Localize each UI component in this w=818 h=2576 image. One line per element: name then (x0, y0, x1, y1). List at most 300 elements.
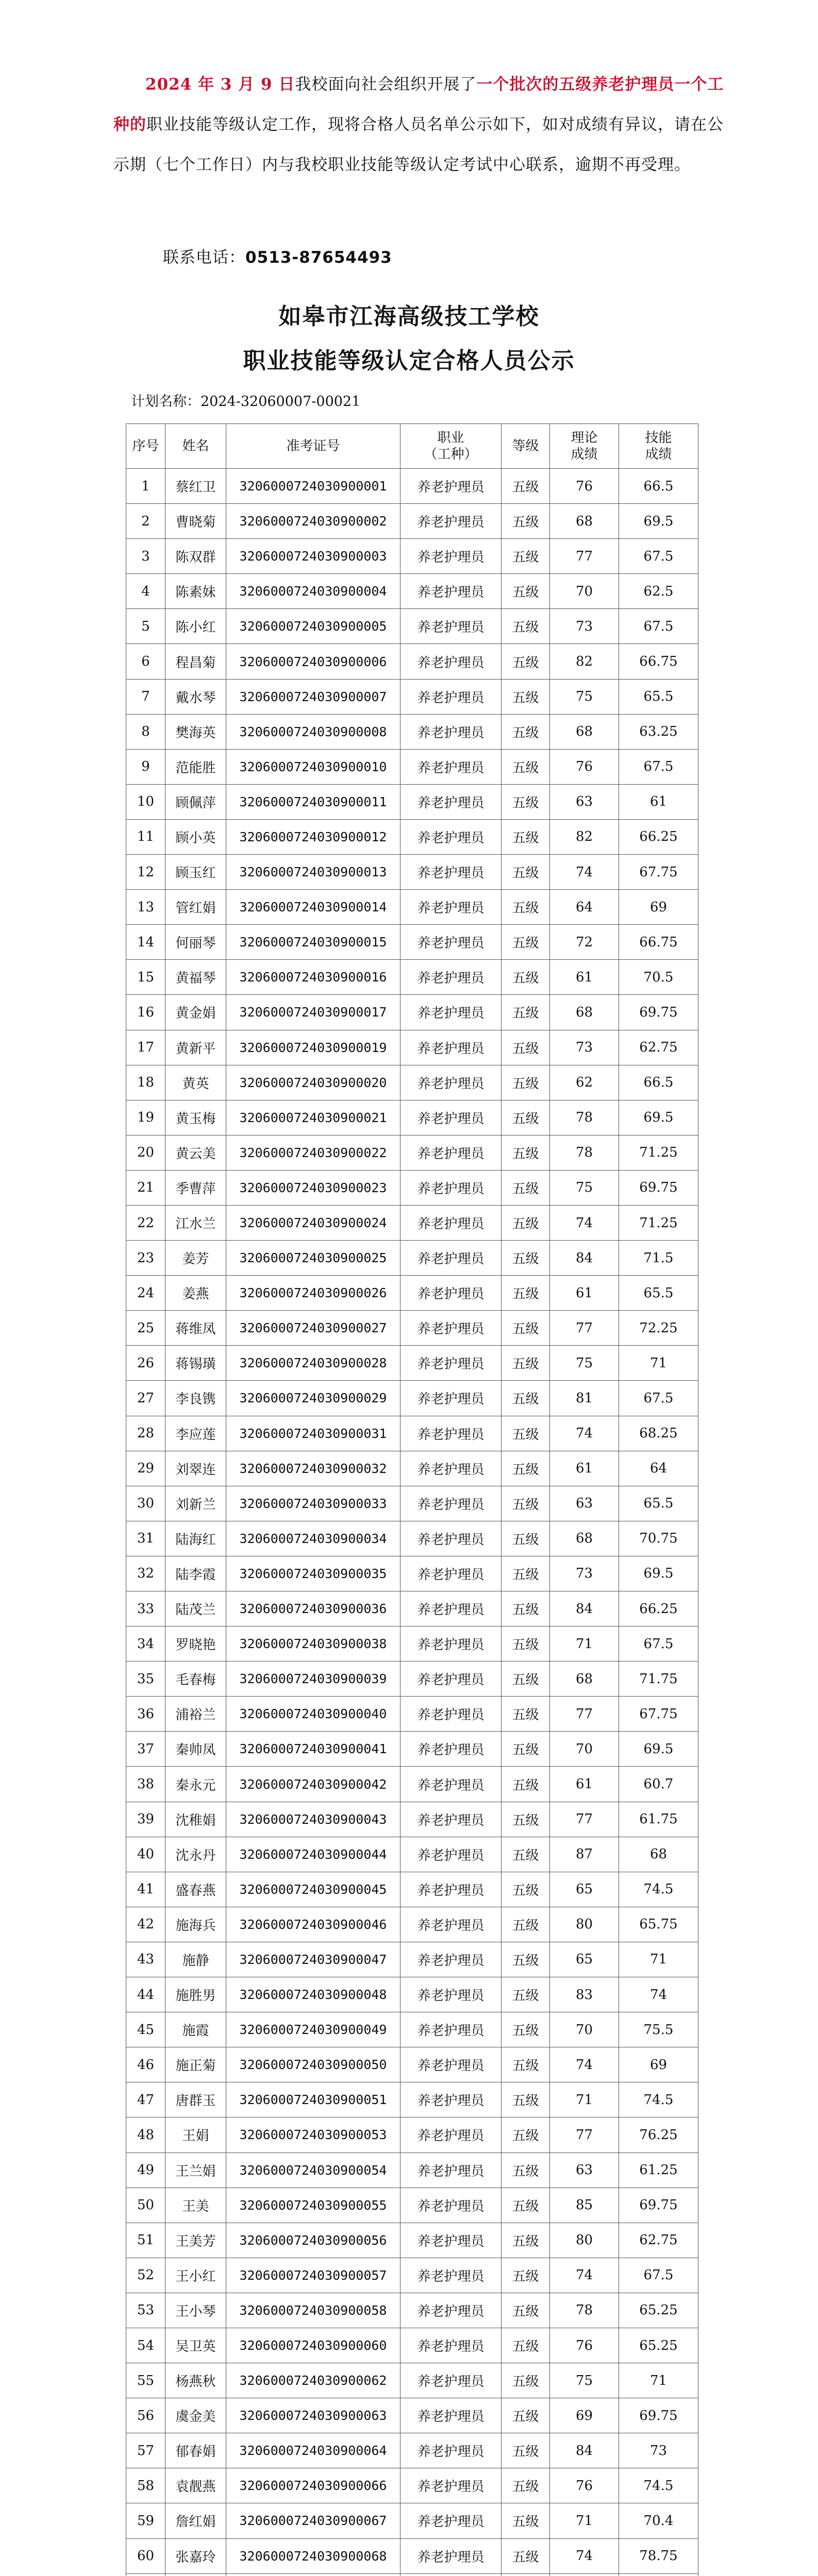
cell-job: 养老护理员 (400, 2047, 502, 2082)
cell-cert: 3206000724030900046 (226, 1907, 400, 1942)
qualified-personnel-table (126, 423, 698, 2576)
school-title: 如皋市江海高级技工学校 (278, 303, 540, 330)
cell-job: 养老护理员 (400, 2223, 502, 2258)
table-row (126, 2047, 698, 2082)
cell-level: 五级 (502, 609, 550, 644)
cell-level: 五级 (502, 960, 550, 995)
cell-theory: 63 (550, 2153, 619, 2188)
cell-job: 养老护理员 (400, 2293, 502, 2328)
cell-skill: 67.5 (619, 749, 698, 784)
cell-no: 1 (126, 469, 165, 504)
cell-no: 57 (126, 2433, 165, 2468)
table-row (126, 995, 698, 1030)
table-row (126, 679, 698, 714)
cell-no: 32 (126, 1556, 165, 1591)
cell-name: 詹红娟 (165, 2503, 226, 2538)
cell-theory: 85 (550, 2188, 619, 2223)
cell-no: 28 (126, 1416, 165, 1451)
cell-level: 五级 (502, 890, 550, 925)
table-row (126, 2363, 698, 2398)
table-row (126, 539, 698, 574)
cell-theory: 75 (550, 1346, 619, 1381)
cell-skill: 74.5 (619, 1872, 698, 1907)
cell-name: 蒋维凤 (165, 1311, 226, 1346)
cell-name: 唐群玉 (165, 2082, 226, 2117)
cell-name: 秦帅凤 (165, 1732, 226, 1767)
table-row (126, 1767, 698, 1802)
cell-skill: 69.5 (619, 1556, 698, 1591)
cell-no: 46 (126, 2047, 165, 2082)
notice-highlight: 一个批次的五级养老护理员一个工种的 (113, 75, 724, 134)
cell-job: 养老护理员 (400, 1872, 502, 1907)
cell-cert: 3206000724030900011 (226, 784, 400, 819)
cell-no: 24 (126, 1276, 165, 1311)
cell-theory: 83 (550, 1977, 619, 2012)
cell-name: 管红娟 (165, 890, 226, 925)
cell-cert: 3206000724030900035 (226, 1556, 400, 1591)
cell-no: 10 (126, 784, 165, 819)
cell-job: 养老护理员 (400, 2012, 502, 2047)
cell-level: 五级 (502, 1977, 550, 2012)
cell-skill: 66.25 (619, 819, 698, 854)
cell-name: 黄英 (165, 1065, 226, 1100)
cell-theory: 68 (550, 504, 619, 539)
cell-theory: 80 (550, 1907, 619, 1942)
table-row (126, 1872, 698, 1907)
table-row (126, 2538, 698, 2573)
cell-job: 养老护理员 (400, 960, 502, 995)
cell-job: 养老护理员 (400, 1767, 502, 1802)
cell-no: 41 (126, 1872, 165, 1907)
table-row (126, 609, 698, 644)
cell-skill: 76.25 (619, 2117, 698, 2153)
table-row (126, 2258, 698, 2293)
cell-cert: 3206000724030900015 (226, 925, 400, 960)
cell-no: 5 (126, 609, 165, 644)
contact-line (163, 247, 392, 268)
cell-cert: 3206000724030900050 (226, 2047, 400, 2082)
header-skill-line2: 成绩 (645, 447, 672, 462)
cell-level: 五级 (502, 2188, 550, 2223)
cell-level: 五级 (502, 1381, 550, 1416)
table-row (126, 2503, 698, 2538)
cell-theory: 78 (550, 1135, 619, 1170)
cell-name: 王小红 (165, 2258, 226, 2293)
cell-no: 51 (126, 2223, 165, 2258)
cell-cert: 3206000724030900003 (226, 539, 400, 574)
table-row (126, 1802, 698, 1837)
cell-level: 五级 (502, 1100, 550, 1135)
cell-name: 樊海英 (165, 714, 226, 749)
cell-skill: 71.5 (619, 1241, 698, 1276)
cell-job: 养老护理员 (400, 2363, 502, 2398)
cell-no: 13 (126, 890, 165, 925)
cell-job: 养老护理员 (400, 714, 502, 749)
cell-no: 50 (126, 2188, 165, 2223)
cell-level: 五级 (502, 2398, 550, 2433)
cell-level: 五级 (502, 2433, 550, 2468)
cell-level: 五级 (502, 2503, 550, 2538)
cell-name: 黄新平 (165, 1030, 226, 1065)
plan-number: 计划名称：2024-32060007-00021 (131, 394, 361, 410)
table-row (126, 2398, 698, 2433)
cell-no: 35 (126, 1662, 165, 1697)
cell-level: 五级 (502, 1732, 550, 1767)
cell-job: 养老护理员 (400, 1135, 502, 1170)
table-row (126, 1311, 698, 1346)
cell-theory: 72 (550, 925, 619, 960)
cell-theory: 69 (550, 2398, 619, 2433)
cell-job: 养老护理员 (400, 2258, 502, 2293)
cell-skill: 61 (619, 784, 698, 819)
notice-date: 2024 年 3 月 9 日 (145, 75, 295, 94)
table-row (126, 1030, 698, 1065)
cell-level: 五级 (502, 1802, 550, 1837)
cell-skill: 61.25 (619, 2153, 698, 2188)
cell-cert: 3206000724030900014 (226, 890, 400, 925)
cell-cert: 3206000724030900005 (226, 609, 400, 644)
cell-job: 养老护理员 (400, 2398, 502, 2433)
header-skill-line1: 技能 (645, 430, 672, 446)
cell-name: 陈素妹 (165, 574, 226, 609)
table-row (126, 1556, 698, 1591)
header-level: 等级 (502, 424, 550, 469)
cell-skill: 70.75 (619, 1521, 698, 1556)
cell-name: 曹晓菊 (165, 504, 226, 539)
cell-no (126, 2573, 165, 2576)
cell-name: 施正菊 (165, 2047, 226, 2082)
table-body (126, 469, 698, 2576)
cell-cert: 3206000724030900064 (226, 2433, 400, 2468)
cell-name (165, 2573, 226, 2576)
cell-level: 五级 (502, 504, 550, 539)
cell-job: 养老护理员 (400, 1662, 502, 1697)
cell-name: 王小琴 (165, 2293, 226, 2328)
cell-theory: 65 (550, 1872, 619, 1907)
cell-skill: 66.75 (619, 925, 698, 960)
cell-no: 25 (126, 1311, 165, 1346)
cell-cert: 3206000724030900024 (226, 1205, 400, 1240)
cell-skill: 65.25 (619, 2293, 698, 2328)
cell-theory: 80 (550, 2223, 619, 2258)
cell-theory: 84 (550, 1241, 619, 1276)
cell-theory: 71 (550, 2503, 619, 2538)
cell-cert: 3206000724030900016 (226, 960, 400, 995)
cell-skill: 67.5 (619, 1626, 698, 1662)
cell-skill: 69 (619, 2047, 698, 2082)
cell-skill: 62.75 (619, 2223, 698, 2258)
cell-job: 养老护理员 (400, 1241, 502, 1276)
cell-job: 养老护理员 (400, 1802, 502, 1837)
notice-text-2: 职业技能等级认定工作，现将合格人员名单公示如下，如对成绩有异议，请在公示期（七个工作日）内与我校职业技能等级认定考试中心联系，逾期不再受理。 (113, 115, 724, 174)
cell-skill: 65.75 (619, 1907, 698, 1942)
cell-job: 养老护理员 (400, 2082, 502, 2117)
cell-name: 虞金美 (165, 2398, 226, 2433)
cell-level: 五级 (502, 644, 550, 679)
cell-theory: 62 (550, 1065, 619, 1100)
cell-name: 陆茂兰 (165, 1591, 226, 1626)
cell-level: 五级 (502, 1346, 550, 1381)
cell-job: 养老护理员 (400, 1697, 502, 1732)
notice-text-1: 我校面向社会组织开展了 (295, 75, 477, 94)
header-cert: 准考证号 (226, 424, 400, 469)
cell-skill: 69.5 (619, 1100, 698, 1135)
cell-job: 养老护理员 (400, 2468, 502, 2503)
cell-level: 五级 (502, 1486, 550, 1521)
table-row (126, 2012, 698, 2047)
cell-cert: 3206000724030900055 (226, 2188, 400, 2223)
cell-cert: 3206000724030900038 (226, 1626, 400, 1662)
cell-job: 养老护理员 (400, 1030, 502, 1065)
cell-level: 五级 (502, 1872, 550, 1907)
cell-level: 五级 (502, 855, 550, 890)
header-job-line2: （工种） (424, 447, 478, 462)
cell-no: 59 (126, 2503, 165, 2538)
cell-theory: 68 (550, 1521, 619, 1556)
table-row (126, 1837, 698, 1872)
cell-skill: 78.75 (619, 2538, 698, 2573)
cell-cert: 3206000724030900031 (226, 1416, 400, 1451)
cell-no: 14 (126, 925, 165, 960)
cell-theory: 73 (550, 609, 619, 644)
cell-name: 王娟 (165, 2117, 226, 2153)
cell-theory: 74 (550, 1205, 619, 1240)
cell-no: 22 (126, 1205, 165, 1240)
table-row (126, 2293, 698, 2328)
cell-no: 9 (126, 749, 165, 784)
cell-level: 五级 (502, 469, 550, 504)
cell-job: 养老护理员 (400, 1276, 502, 1311)
cell-no: 34 (126, 1626, 165, 1662)
cell-theory (550, 2573, 619, 2576)
cell-cert: 3206000724030900051 (226, 2082, 400, 2117)
table-row (126, 2433, 698, 2468)
cell-level: 五级 (502, 2258, 550, 2293)
cell-level: 五级 (502, 995, 550, 1030)
cell-cert: 3206000724030900056 (226, 2223, 400, 2258)
cell-skill: 62.75 (619, 1030, 698, 1065)
cell-cert: 3206000724030900053 (226, 2117, 400, 2153)
cell-name: 黄玉梅 (165, 1100, 226, 1135)
cell-job: 养老护理员 (400, 749, 502, 784)
cell-level: 五级 (502, 679, 550, 714)
cell-skill: 64 (619, 1451, 698, 1486)
cell-theory: 68 (550, 995, 619, 1030)
cell-name: 陆李霞 (165, 1556, 226, 1591)
cell-job: 养老护理员 (400, 925, 502, 960)
cell-cert: 3206000724030900036 (226, 1591, 400, 1626)
cell-level: 五级 (502, 2293, 550, 2328)
notice-title: 职业技能等级认定合格人员公示 (243, 348, 575, 374)
cell-theory: 76 (550, 749, 619, 784)
table-row (126, 2117, 698, 2153)
cell-skill: 70.5 (619, 960, 698, 995)
cell-cert: 3206000724030900020 (226, 1065, 400, 1100)
cell-skill: 71 (619, 2363, 698, 2398)
cell-cert: 3206000724030900047 (226, 1942, 400, 1977)
cell-no: 38 (126, 1767, 165, 1802)
cell-theory: 84 (550, 2433, 619, 2468)
cell-cert: 3206000724030900002 (226, 504, 400, 539)
cell-theory: 76 (550, 2468, 619, 2503)
cell-cert: 3206000724030900008 (226, 714, 400, 749)
table-row (126, 1451, 698, 1486)
cell-job: 养老护理员 (400, 2117, 502, 2153)
cell-cert: 3206000724030900012 (226, 819, 400, 854)
cell-no: 4 (126, 574, 165, 609)
cell-skill: 61.75 (619, 1802, 698, 1837)
cell-no: 37 (126, 1732, 165, 1767)
cell-cert: 3206000724030900032 (226, 1451, 400, 1486)
cell-theory: 74 (550, 855, 619, 890)
header-theory-line2: 成绩 (571, 447, 598, 462)
cell-name: 江水兰 (165, 1205, 226, 1240)
cell-no: 30 (126, 1486, 165, 1521)
cell-level: 五级 (502, 539, 550, 574)
cell-no: 3 (126, 539, 165, 574)
cell-job: 养老护理员 (400, 504, 502, 539)
cell-skill: 75.5 (619, 2012, 698, 2047)
cell-cert: 3206000724030900057 (226, 2258, 400, 2293)
table-row (126, 1381, 698, 1416)
table-row (126, 1100, 698, 1135)
cell-theory: 75 (550, 2363, 619, 2398)
cell-cert: 3206000724030900042 (226, 1767, 400, 1802)
table-row (126, 1346, 698, 1381)
cell-level: 五级 (502, 1451, 550, 1486)
table-row (126, 2573, 698, 2576)
cell-job: 养老护理员 (400, 609, 502, 644)
table-row (126, 2328, 698, 2363)
cell-no: 52 (126, 2258, 165, 2293)
cell-level: 五级 (502, 1276, 550, 1311)
cell-skill: 67.75 (619, 1697, 698, 1732)
cell-job: 养老护理员 (400, 1837, 502, 1872)
cell-theory: 65 (550, 1942, 619, 1977)
cell-theory: 61 (550, 960, 619, 995)
cell-no: 33 (126, 1591, 165, 1626)
cell-no: 15 (126, 960, 165, 995)
table-row (126, 714, 698, 749)
cell-level: 五级 (502, 1907, 550, 1942)
cell-theory: 61 (550, 1451, 619, 1486)
cell-name: 罗晓艳 (165, 1626, 226, 1662)
cell-cert: 3206000724030900062 (226, 2363, 400, 2398)
cell-skill: 69 (619, 890, 698, 925)
cell-job: 养老护理员 (400, 1311, 502, 1346)
cell-level: 五级 (502, 1767, 550, 1802)
cell-cert: 3206000724030900022 (226, 1135, 400, 1170)
cell-no: 54 (126, 2328, 165, 2363)
cell-theory: 81 (550, 1381, 619, 1416)
cell-job: 养老护理员 (400, 574, 502, 609)
contact-phone: 0513-87654493 (245, 248, 392, 267)
cell-skill: 72.25 (619, 1311, 698, 1346)
cell-level: 五级 (502, 2468, 550, 2503)
cell-job: 养老护理员 (400, 1100, 502, 1135)
cell-level: 五级 (502, 1065, 550, 1100)
cell-no: 7 (126, 679, 165, 714)
cell-name: 刘新兰 (165, 1486, 226, 1521)
cell-theory: 76 (550, 2328, 619, 2363)
cell-name: 浦裕兰 (165, 1697, 226, 1732)
cell-name: 施海兵 (165, 1907, 226, 1942)
cell-level: 五级 (502, 1030, 550, 1065)
cell-skill: 73 (619, 2433, 698, 2468)
cell-job: 养老护理员 (400, 679, 502, 714)
cell-theory: 82 (550, 819, 619, 854)
cell-no: 39 (126, 1802, 165, 1837)
table-row (126, 644, 698, 679)
cell-theory: 77 (550, 1311, 619, 1346)
cell-job: 养老护理员 (400, 539, 502, 574)
cell-job: 养老护理员 (400, 995, 502, 1030)
cell-level: 五级 (502, 2538, 550, 2573)
cell-skill: 68.25 (619, 1416, 698, 1451)
cell-name: 施静 (165, 1942, 226, 1977)
cell-job: 养老护理员 (400, 1626, 502, 1662)
cell-theory: 78 (550, 1100, 619, 1135)
cell-theory: 74 (550, 2047, 619, 2082)
cell-cert: 3206000724030900060 (226, 2328, 400, 2363)
cell-no: 2 (126, 504, 165, 539)
cell-job: 养老护理员 (400, 1416, 502, 1451)
table-row (126, 1591, 698, 1626)
table-row (126, 574, 698, 609)
cell-name: 陆海红 (165, 1521, 226, 1556)
cell-theory: 63 (550, 784, 619, 819)
cell-level: 五级 (502, 819, 550, 854)
table-row (126, 1521, 698, 1556)
cell-job: 养老护理员 (400, 2538, 502, 2573)
cell-job: 养老护理员 (400, 2433, 502, 2468)
table-row (126, 819, 698, 854)
cell-cert: 3206000724030900019 (226, 1030, 400, 1065)
cell-skill: 69.75 (619, 995, 698, 1030)
cell-no: 17 (126, 1030, 165, 1065)
cell-cert: 3206000724030900040 (226, 1697, 400, 1732)
table-row (126, 749, 698, 784)
cell-level: 五级 (502, 1837, 550, 1872)
cell-job: 养老护理员 (400, 1381, 502, 1416)
cell-name: 李良镌 (165, 1381, 226, 1416)
cell-skill: 69.5 (619, 504, 698, 539)
table-row (126, 1276, 698, 1311)
cell-job: 养老护理员 (400, 1907, 502, 1942)
cell-job: 养老护理员 (400, 1205, 502, 1240)
cell-job: 养老护理员 (400, 1591, 502, 1626)
cell-job: 养老护理员 (400, 1451, 502, 1486)
cell-job: 养老护理员 (400, 469, 502, 504)
cell-level (502, 2573, 550, 2576)
cell-level: 五级 (502, 1556, 550, 1591)
cell-job: 养老护理员 (400, 2328, 502, 2363)
cell-name: 毛春梅 (165, 1662, 226, 1697)
cell-cert: 3206000724030900063 (226, 2398, 400, 2433)
cell-skill (619, 2573, 698, 2576)
cell-job: 养老护理员 (400, 2153, 502, 2188)
cell-job: 养老护理员 (400, 1732, 502, 1767)
cell-no: 21 (126, 1170, 165, 1205)
cell-theory: 82 (550, 644, 619, 679)
cell-job: 养老护理员 (400, 1346, 502, 1381)
cell-job: 养老护理员 (400, 1486, 502, 1521)
cell-no: 44 (126, 1977, 165, 2012)
cell-cert: 3206000724030900029 (226, 1381, 400, 1416)
cell-level: 五级 (502, 1662, 550, 1697)
table-row (126, 855, 698, 890)
table-row (126, 1241, 698, 1276)
